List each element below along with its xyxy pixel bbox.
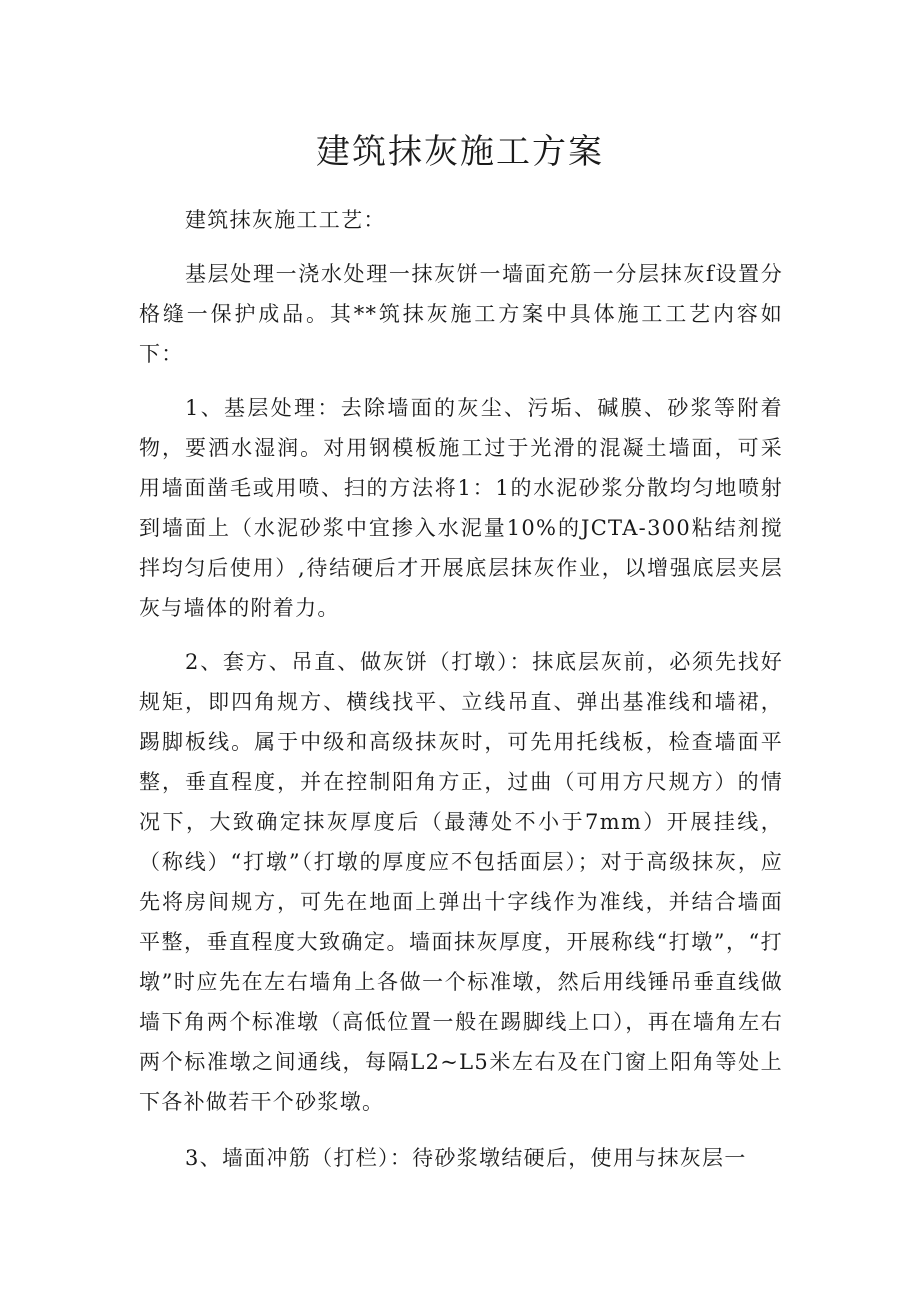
paragraph-process-flow: 基层处理一浇水处理一抹灰饼一墙面充筋一分层抹灰f设置分格缝一保护成品。其**筑抹灰施工方案中具体施工工艺内容如下： [139, 262, 783, 366]
document-body [139, 200, 783, 1178]
paragraph-step-2-leveling: 2、套方、吊直、做灰饼（打墩）：抹底层灰前，必须先找好规矩，即四角规方、横线找平、立线吊直、弹出基准线和墙裙，踢脚板线。属于中级和高级抹灰时，可先用托线板，检查墙面平整，垂直程度，并在控制阳角方正，过曲（可用方尺规方）的情况下，大致确定抹灰厚度后（最薄处不小于7mm）开展挂线，（称线）“打墩”（打墩的厚度应不包括面层）；对于高级抹灰，应先将房间规方，可先在地面上弹出十字线作为准线，并结合墙面平整，垂直程度大致确定。墙面抹灰厚度，开展称线“打墩”，“打墩”时应先在左右墙角上各做一个标准墩，然后用线锤吊垂直线做墙下角两个标准墩（高低位置一般在踢脚线上口），再在墙角左右两个标准墩之间通线，每隔L2~L5米左右及在门窗上阳角等处上下各补做若干个砂浆墩。 [139, 650, 783, 1114]
paragraph-process-heading: 建筑抹灰施工工艺： [185, 208, 386, 232]
paragraph-step-1-base-treatment: 1、基层处理：去除墙面的灰尘、污垢、碱膜、砂浆等附着物，要洒水湿润。对用钢模板施工过于光滑的混凝土墙面，可采用墙面凿毛或用喷、扫的方法将1：1的水泥砂浆分散均匀地喷射到墙面上（水泥砂浆中宜掺入水泥量10%的JCTA-300粘结剂搅拌均匀后使用）,待结硬后才开展底层抹灰作业，以增强底层夹层灰与墙体的附着力。 [139, 396, 783, 620]
paragraph-step-3-screeding: 3、墙面冲筋（打栏）：待砂浆墩结硬后，使用与抹灰层一 [185, 1146, 747, 1170]
document-title: 建筑抹灰施工方案 [316, 132, 604, 172]
